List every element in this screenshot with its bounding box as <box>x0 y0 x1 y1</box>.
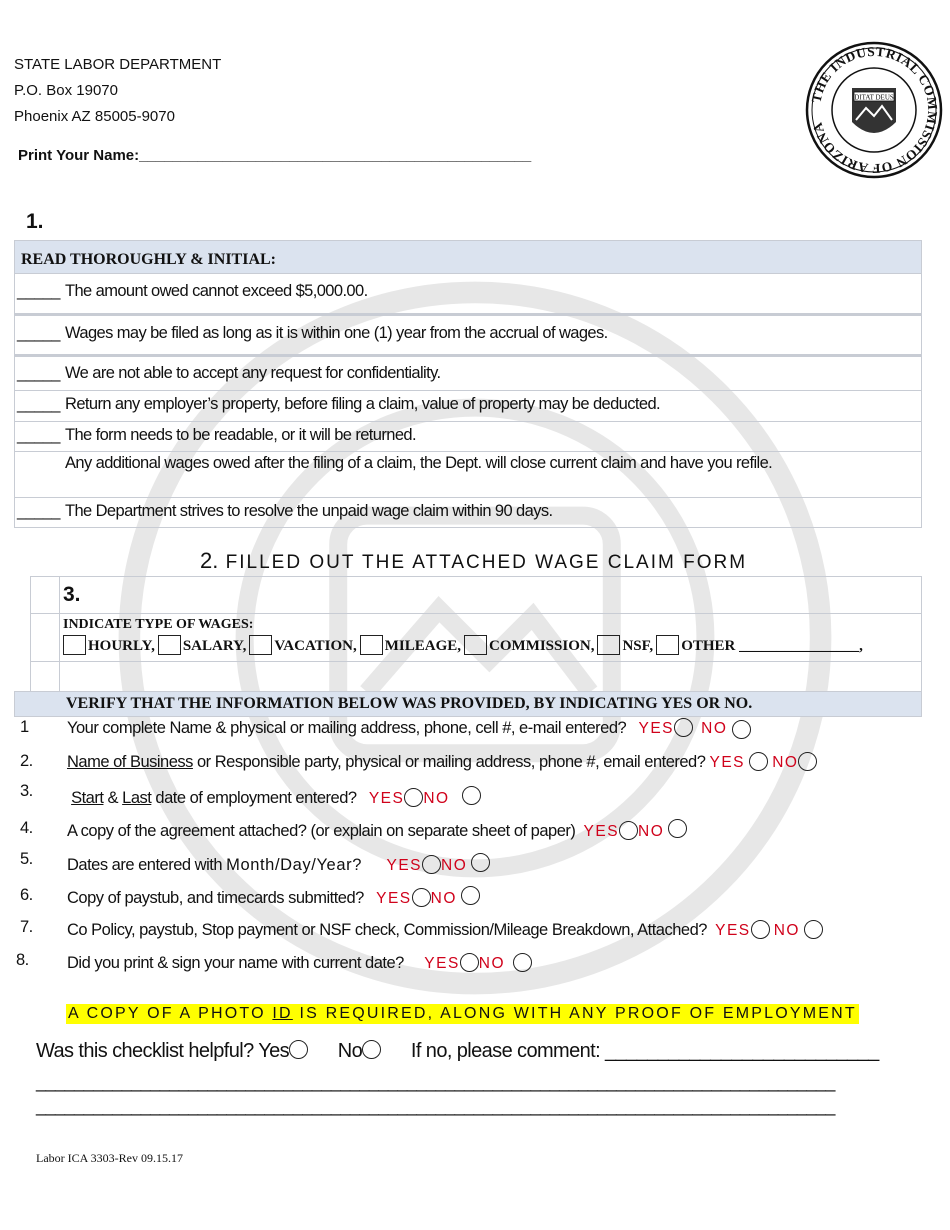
feedback-no-label: No <box>337 1040 363 1062</box>
initial-blank[interactable]: _____ <box>17 324 60 342</box>
address-line: Phoenix AZ 85005-9070 <box>14 108 175 125</box>
vacation-label: VACATION, <box>274 638 357 654</box>
industrial-commission-seal <box>804 40 944 180</box>
yes-label: YES <box>424 955 460 972</box>
yes-label: YES <box>583 823 620 840</box>
no-label: NO <box>430 890 457 907</box>
salary-label: SALARY, <box>182 638 247 654</box>
notice-id: ID <box>272 1005 293 1022</box>
no-radio[interactable] <box>471 853 490 872</box>
question-underlined: Start <box>71 789 104 807</box>
commission-checkbox[interactable] <box>464 635 487 655</box>
checklist-row <box>14 274 922 314</box>
section-1-number: 1. <box>26 210 44 233</box>
yes-radio[interactable] <box>412 888 431 907</box>
comment-line[interactable]: __________________________ <box>605 1040 879 1062</box>
checklist-row <box>14 452 922 498</box>
question-text <box>67 920 823 940</box>
checklist-row <box>14 498 922 528</box>
mileage-checkbox[interactable] <box>360 635 383 655</box>
comment-label: If no, please comment: <box>410 1040 601 1062</box>
feedback-yes-radio[interactable] <box>289 1040 308 1059</box>
other-checkbox[interactable] <box>656 635 679 655</box>
question-text <box>67 819 687 841</box>
no-radio[interactable] <box>732 720 751 739</box>
mileage-label: MILEAGE, <box>384 638 462 654</box>
checklist-row <box>14 314 922 355</box>
question-number: 3. <box>20 782 33 800</box>
question-text <box>67 853 490 875</box>
verify-title: VERIFY THAT THE INFORMATION BELOW WAS PROVIDED, BY INDICATING YES OR NO. <box>66 695 753 712</box>
no-radio[interactable] <box>668 819 687 838</box>
address-line: P.O. Box 19070 <box>14 82 118 99</box>
salary-checkbox[interactable] <box>158 635 181 655</box>
address-block <box>14 52 221 130</box>
question-number: 8. <box>16 951 29 969</box>
no-label: NO <box>441 857 468 874</box>
feedback-yes-label: Yes <box>258 1040 290 1062</box>
checklist-row <box>14 422 922 452</box>
question-text <box>67 786 481 808</box>
checklist-row <box>14 391 922 422</box>
no-radio[interactable] <box>798 752 817 771</box>
seal-text: THE INDUSTRIAL COMMISSION OF ARIZONA <box>808 43 941 177</box>
no-label: NO <box>701 720 728 737</box>
yes-radio[interactable] <box>751 920 770 939</box>
no-radio[interactable] <box>804 920 823 939</box>
question-body: Co Policy, paystub, Stop payment or NSF check, Commission/Mileage Breakdown, Attached? <box>67 921 707 939</box>
checklist-text: The form needs to be readable, or it will be returned. <box>65 426 416 444</box>
checklist-text: Return any employer’s property, before filing a claim, value of property may be deducted. <box>65 395 661 413</box>
section-2-heading <box>200 548 747 574</box>
checklist-text: The amount owed cannot exceed $5,000.00. <box>65 282 368 300</box>
section-1-title: READ THOROUGHLY & INITIAL: <box>14 240 922 274</box>
question-body: Copy of paystub, and timecards submitted? <box>67 889 364 907</box>
yes-radio[interactable] <box>674 718 693 737</box>
yes-label: YES <box>386 857 423 874</box>
initial-blank[interactable]: _____ <box>17 395 60 413</box>
print-name-line[interactable]: _______________________________________________ <box>139 147 532 164</box>
seal-motto: DITAT DEUS <box>854 93 894 102</box>
table-divider <box>31 613 921 614</box>
no-label: NO <box>772 754 799 771</box>
yes-radio[interactable] <box>422 855 441 874</box>
address-line: STATE LABOR DEPARTMENT <box>14 56 222 73</box>
no-radio[interactable] <box>513 953 532 972</box>
yes-label: YES <box>638 720 674 737</box>
notice-text: IS REQUIRED, ALONG WITH ANY PROOF OF EMPLOYMENT <box>292 1005 857 1022</box>
comment-line-3[interactable]: ____________________________________________________________________________________ <box>36 1096 835 1116</box>
question-body: Month/Day/Year? <box>226 856 362 874</box>
no-label: NO <box>638 823 665 840</box>
question-number: 6. <box>20 886 33 904</box>
other-label: OTHER ________________, <box>681 638 863 654</box>
question-text <box>67 718 751 739</box>
vacation-checkbox[interactable] <box>249 635 272 655</box>
yes-radio[interactable] <box>619 821 638 840</box>
wage-type-table <box>30 576 922 692</box>
yes-radio[interactable] <box>749 752 768 771</box>
question-body: & <box>103 789 123 807</box>
nsf-label: NSF, <box>622 638 654 654</box>
nsf-checkbox[interactable] <box>597 635 620 655</box>
yes-label: YES <box>376 890 412 907</box>
commission-label: COMMISSION, <box>489 638 595 654</box>
feedback-question: Was this checklist helpful? <box>36 1040 254 1062</box>
hourly-checkbox[interactable] <box>63 635 86 655</box>
question-number: 7. <box>20 918 33 936</box>
yes-label: YES <box>715 922 751 939</box>
initial-blank[interactable]: _____ <box>17 426 60 444</box>
yes-radio[interactable] <box>460 953 479 972</box>
checklist-text: Wages may be filed as long as it is within one (1) year from the accrual of wages. <box>65 324 608 342</box>
section-2-title: FILLED OUT THE ATTACHED WAGE CLAIM FORM <box>225 552 748 573</box>
question-number: 5. <box>20 850 33 868</box>
question-text <box>67 752 817 772</box>
checklist-text: The Department strives to resolve the unpaid wage claim within 90 days. <box>65 502 553 520</box>
section-3-number: 3. <box>63 583 81 606</box>
print-name-field[interactable] <box>18 147 531 164</box>
question-body: A copy of the agreement attached? (or explain on separate sheet of paper) <box>67 822 576 840</box>
question-body: Your complete Name & physical or mailing address, phone, cell #, e-mail entered? <box>67 719 627 737</box>
no-radio[interactable] <box>462 786 481 805</box>
question-body: or Responsible party, physical or mailing address, phone #, email entered? <box>192 753 706 771</box>
question-body: Did you print & sign your name with current date? <box>67 954 404 972</box>
initial-blank[interactable]: _____ <box>17 502 60 520</box>
yes-label: YES <box>368 790 405 807</box>
no-label: NO <box>423 790 450 807</box>
feedback-line <box>36 1040 879 1063</box>
no-radio[interactable] <box>461 886 480 905</box>
question-body: Dates are entered with <box>67 856 227 874</box>
section-2-number: 2. <box>200 548 219 573</box>
no-label: NO <box>478 955 506 972</box>
question-text <box>67 953 532 973</box>
form-revision: Labor ICA 3303-Rev 09.15.17 <box>36 1151 183 1165</box>
wage-type-options <box>63 635 866 655</box>
checklist-text: Any additional wages owed after the filing of a claim, the Dept. will close current claim and have you refile. <box>65 454 773 472</box>
comment-line-2[interactable]: ____________________________________________________________________________________ <box>36 1072 835 1092</box>
checklist-row <box>14 355 922 391</box>
initial-blank[interactable]: _____ <box>17 364 60 382</box>
initial-checklist-table <box>14 240 922 528</box>
yes-radio[interactable] <box>404 788 423 807</box>
initial-blank[interactable]: _____ <box>17 282 60 300</box>
print-name-label: Print Your Name: <box>18 147 140 164</box>
question-underlined: Last <box>122 789 152 807</box>
question-body: date of employment entered? <box>151 789 357 807</box>
no-label: NO <box>773 922 800 939</box>
photo-id-notice <box>66 1004 859 1024</box>
question-underlined: Name of Business <box>67 753 193 771</box>
question-number: 2. <box>20 752 33 770</box>
notice-text: A COPY OF A PHOTO <box>68 1005 273 1022</box>
table-divider <box>59 577 60 691</box>
feedback-no-radio[interactable] <box>362 1040 381 1059</box>
yes-label: YES <box>709 754 746 771</box>
table-divider <box>31 661 921 662</box>
question-text <box>67 886 480 908</box>
hourly-label: HOURLY, <box>88 638 155 654</box>
question-number: 4. <box>20 819 33 837</box>
wage-type-label: INDICATE TYPE OF WAGES: <box>63 617 254 632</box>
checklist-text: We are not able to accept any request for confidentiality. <box>65 364 441 382</box>
question-number: 1 <box>20 718 29 736</box>
